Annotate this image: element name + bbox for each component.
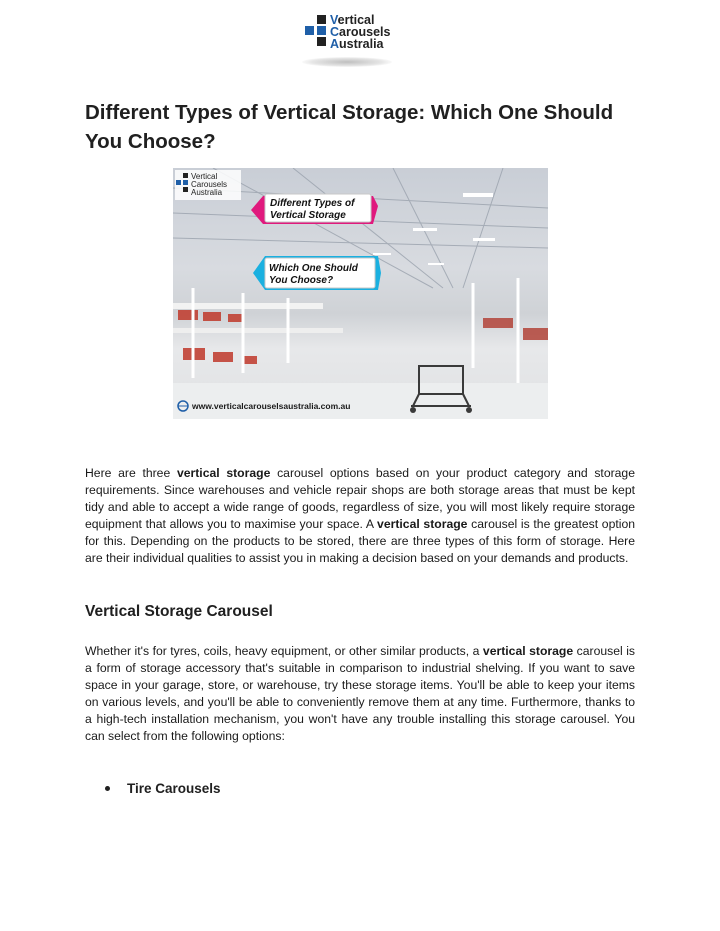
site-logo[interactable] <box>300 12 392 68</box>
hero-callout-2-line-1: Which One Should <box>269 263 358 274</box>
hero-callout-1-line-2: Vertical Storage <box>270 210 346 221</box>
hero-logo-line-2: Carousels <box>191 180 228 189</box>
hero-logo-line-3: Australia <box>191 188 223 197</box>
keyword-bold: vertical storage <box>377 517 468 532</box>
keyword-bold: vertical storage <box>482 644 574 658</box>
list-item: Tire Carousels <box>105 781 221 796</box>
logo-squares-icon <box>305 15 327 49</box>
page-title: Different Types of Vertical Storage: Which One Should You Choose? <box>85 101 614 153</box>
bullet-icon <box>105 786 110 791</box>
section-heading: Vertical Storage Carousel <box>85 603 273 620</box>
logo-shadow <box>302 57 392 67</box>
section-paragraph: Whether it's for tyres, coils, heavy equipment, or other similar products, a vertical storage carousel is a form of storage accessory that's suitable in comparison to industrial shelving. If you want to save space in your garage, store, or warehouse, try these storage items. You'll be able to keep your items on various levels, and you'll be able to conveniently remove them at any time. Furthermore, thanks to a high-tech installation mechanism, you won't have any trouble installing this storage carousel. You can select from the following options: <box>85 644 636 744</box>
keyword-bold: vertical storage <box>176 466 271 480</box>
hero-image <box>173 168 548 419</box>
warehouse-illustration <box>173 168 548 419</box>
logo-wordmark: Vertical Carousels Australia <box>330 13 391 51</box>
hero-callout-1-line-1: Different Types of <box>270 198 355 209</box>
hero-url: www.verticalcarouselsaustralia.com.au <box>192 401 351 411</box>
intro-paragraph: Here are three vertical storage carousel options based on your product category and storage requirements. Since warehouses and vehicle repair shops are both storage areas that must be kept tidy and able to accept a wide range of goods, regardless of size, you will most likely require storage equipment that allows you to maximise your space. A vertical storage carousel is the greatest option for this. Depending on the products to be stored, there are three types of this form of storage. Here are their individual qualities to assist you in making a decision based on your demands and products. <box>85 466 635 566</box>
hero-logo-line-1: Vertical <box>191 172 218 181</box>
hero-callout-2-line-2: You Choose? <box>269 275 334 286</box>
options-list <box>105 781 221 796</box>
